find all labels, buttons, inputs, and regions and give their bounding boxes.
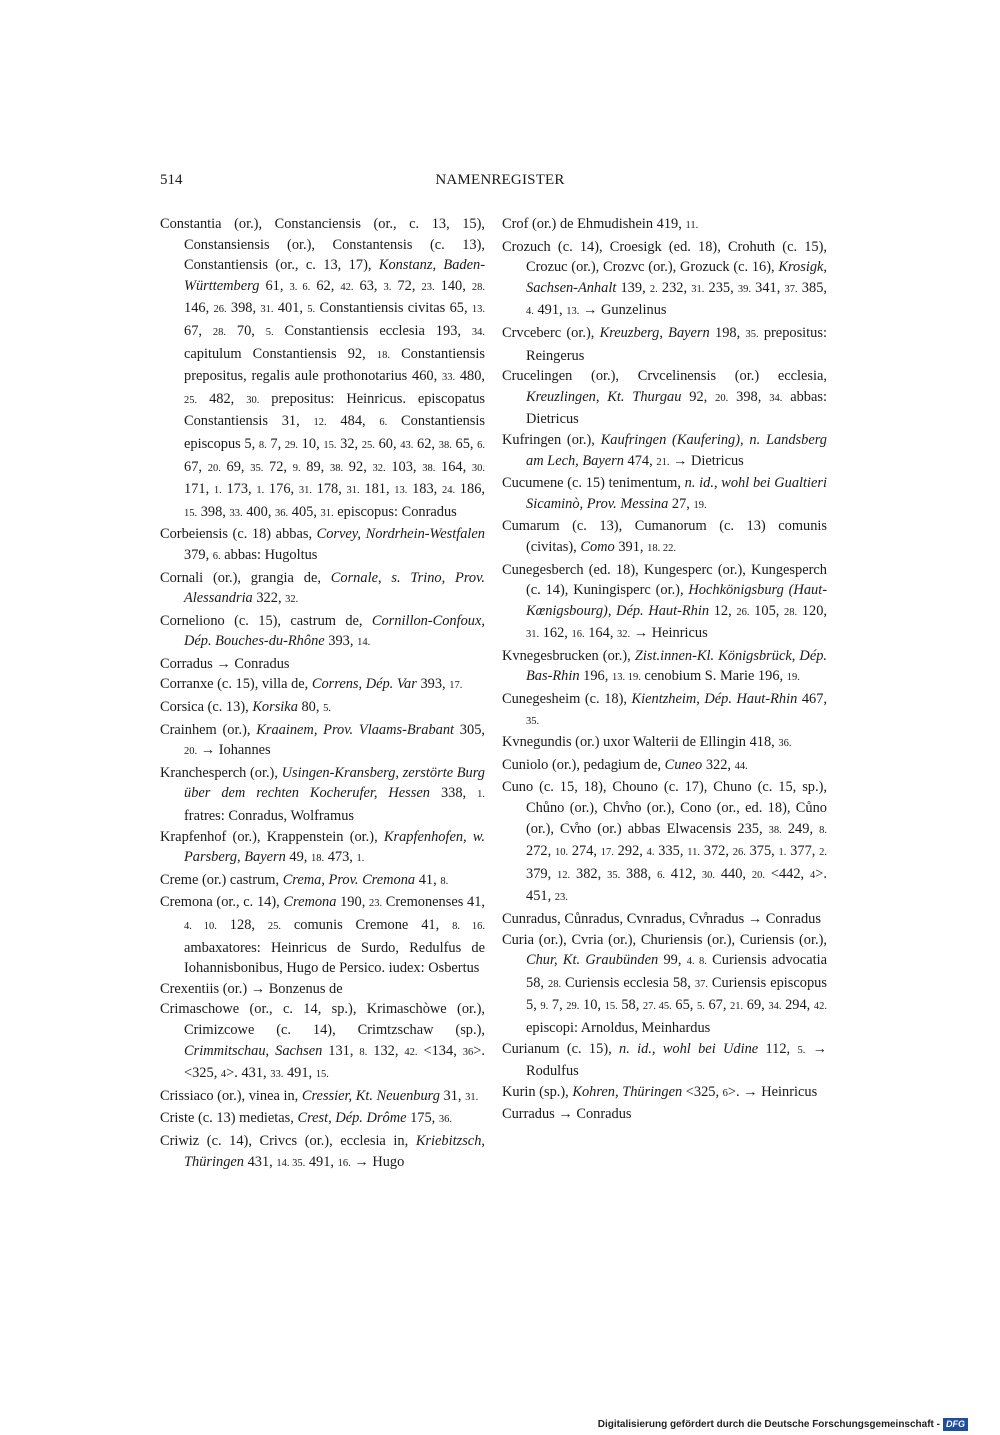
index-entry: Crimaschowe (or., c. 14, sp.), Krimaschòwe (or.), Crimizcowe (c. 14), Crimtzschaw (sp.), Crimmitschau, Sachsen 131, 8. 132, 42. <134, 36>. <325, 4>. 431, 33. 491, 15. (160, 1001, 485, 1082)
index-entry: Crozuch (c. 14), Croesigk (ed. 18), Crohuth (c. 15), Crozuc (or.), Crozvc (or.), Grozuck (c. 16), Krosigk, Sachsen-Anhalt 139, 2. 232, 31. 235, 39. 341, 37. 385, 4. 491, 13. → Gunzelinus (502, 238, 827, 319)
index-entry: Curianum (c. 15), n. id., wohl bei Udine 112, 5. → Rodulfus (502, 1040, 828, 1080)
index-entry: Criste (c. 13) medietas, Crest, Dép. Drôme 175, 36. (160, 1110, 452, 1127)
index-entry: Cornali (or.), grangia de, Cornale, s. Trino, Prov. Alessandria 322, 32. (160, 569, 485, 607)
index-entry: Crexentiis (or.) → Bonzenus de (160, 980, 343, 997)
index-entry: Curia (or.), Cvria (or.), Churiensis (or.), Curiensis (or.), Chur, Kt. Graubünden 99, 4. 8. Curiensis advocatia 58, 28. Curiensis ecclesia 58, 37. Curiensis episcopus 5, 9. 7, 29. 10, 15. 58, 27. 45. 65, 5. 67, 21. 69, 34. 294, 42. episcopi: Arnoldus, Meinhardus (502, 931, 827, 1036)
index-entry: Cuniolo (or.), pedagium de, Cuneo 322, 44. (502, 756, 748, 773)
index-entry: Kvnegesbrucken (or.), Zist.innen-Kl. Königsbrück, Dép. Bas-Rhin 196, 13. 19. cenobium S. Marie 196, 19. (502, 647, 827, 685)
right-column (502, 214, 827, 1125)
index-entry: Kurin (sp.), Kohren, Thüringen <325, 6>. → Heinricus (502, 1083, 818, 1100)
dfg-logo: DFG (943, 1418, 968, 1431)
index-entry: Cremona (or., c. 14), Cremona 190, 23. Cremonenses 41, 4. 10. 128, 25. comunis Cremone 41, 8. 16. ambaxatores: Heinricus de Surdo, Redulfus de Iohannisbonibus, Hugo de Persico. iudex: Osbertus (160, 894, 485, 977)
index-entry: Corsica (c. 13), Korsika 80, 5. (160, 699, 331, 716)
index-entry: Creme (or.) castrum, Crema, Prov. Cremona 41, 8. (160, 871, 449, 888)
index-entry: Curradus → Conradus (502, 1106, 632, 1123)
index-entry: Constantia (or.), Constanciensis (or., c. 13, 15), Constansiensis (or.), Constantensis (c. 13), Constantiensis (or., c. 13, 17), Konstanz, Baden-Württemberg 61, 3. 6. 62, 42. 63, 3. 72, 23. 140, 28. 146, 26. 398, 31. 401, 5. Constantiensis civitas 65, 13. 67, 28. 70, 5. Constantiensis ecclesia 193, 34. capitulum Constantiensis 92, 18. Constantiensis prepositus, regalis aule prothonotarius 460, 33. 480, 25. 482, 30. prepositus: Heinricus. episcopatus Constantiensis 31, 12. 484, 6. Constantiensis episcopus 5, 8. 7, 29. 10, 15. 32, 25. 60, 43. 62, 38. 65, 6. 67, 20. 69, 35. 72, 9. 89, 38. 92, 32. 103, 38. 164, 30. 171, 1. 173, 1. 176, 31. 178, 31. 181, 13. 183, 24. 186, 15. 398, 33. 400, 36. 405, 31. episcopus: Conradus (160, 216, 486, 520)
index-entry: Corbeiensis (c. 18) abbas, Corvey, Nordrhein-Westfalen 379, 6. abbas: Hugoltus (160, 526, 485, 563)
footer-note (598, 1418, 968, 1431)
index-entry: Crucelingen (or.), Crvcelinensis (or.) ecclesia, Kreuzlingen, Kt. Thurgau 92, 20. 398, 34. abbas: Dietricus (502, 368, 827, 428)
index-entry: Cumarum (c. 13), Cumanorum (c. 13) comunis (civitas), Como 391, 18. 22. (502, 518, 827, 555)
index-entry: Krapfenhof (or.), Krappenstein (or.), Krapfenhofen, w. Parsberg, Bayern 49, 18. 473, 1. (160, 828, 485, 866)
index-entry: Cuno (c. 15, 18), Chouno (c. 17), Chuno (c. 15, sp.), Chůno (or.), Chv̊no (or.), Cono (or., ed. 18), Cůno (or.), Cv̊no (or.) abbas Elwacensis 235, 38. 249, 8. 272, 10. 274, 17. 292, 4. 335, 11. 372, 26. 375, 1. 377, 2. 379, 12. 382, 35. 388, 6. 412, 30. 440, 20. <442, 4>. 451, 23. (502, 779, 828, 905)
index-entry: Cunegesberch (ed. 18), Kungesperc (or.), Kungesperch (c. 14), Kuningisperc (or.), Hochkönigsburg (Haut-Kœnigsbourg), Dép. Haut-Rhin 12, 26. 105, 28. 120, 31. 162, 16. 164, 32. → Heinricus (502, 561, 827, 642)
index-entry: Cunradus, Cůnradus, Cvnradus, Cv̊nradus → Conradus (502, 911, 821, 927)
index-entry: Corradus → Conradus (160, 655, 290, 672)
index-entry: Crainhem (or.), Kraainem, Prov. Vlaams-Brabant 305, 20. → Iohannes (160, 721, 485, 759)
index-entry: Corranxe (c. 15), villa de, Correns, Dép. Var 393, 17. (160, 676, 463, 693)
index-entry: Crissiaco (or.), vinea in, Cressier, Kt. Neuenburg 31, 31. (160, 1087, 479, 1104)
index-entry: Kufringen (or.), Kaufringen (Kaufering), n. Landsberg am Lech, Bayern 474, 21. → Dietricus (502, 431, 827, 469)
index-entry: Corneliono (c. 15), castrum de, Cornillon-Confoux, Dép. Bouches-du-Rhône 393, 14. (160, 612, 485, 650)
index-entry: Cunegesheim (c. 18), Kientzheim, Dép. Haut-Rhin 467, 35. (502, 691, 828, 727)
index-entry: Kvnegundis (or.) uxor Walterii de Ellingin 418, 36. (502, 734, 792, 751)
left-column (160, 214, 485, 1174)
index-entry: Kranchesperch (or.), Usingen-Kransberg, zerstörte Burg über dem rechten Kocherufer, Hessen 338, 1. fratres: Conradus, Wolframus (160, 764, 486, 825)
index-entry: Crof (or.) de Ehmudishein 419, 11. (502, 216, 699, 232)
index-entry: Cucumene (c. 15) tenimentum, n. id., wohl bei Gualtieri Sicaminò, Prov. Messina 27, 19. (502, 475, 828, 512)
index-entry: Criwiz (c. 14), Crivcs (or.), ecclesia in, Kriebitzsch, Thüringen 431, 14. 35. 491, 16. → Hugo (160, 1132, 485, 1170)
page-number: 514 (160, 172, 183, 188)
footer-text: Digitalisierung gefördert durch die Deutsche Forschungsgemeinschaft - (597, 1419, 940, 1430)
running-head: NAMENREGISTER (435, 172, 565, 188)
index-entry: Crvceberc (or.), Kreuzberg, Bayern 198, 35. prepositus: Reingerus (502, 324, 827, 364)
